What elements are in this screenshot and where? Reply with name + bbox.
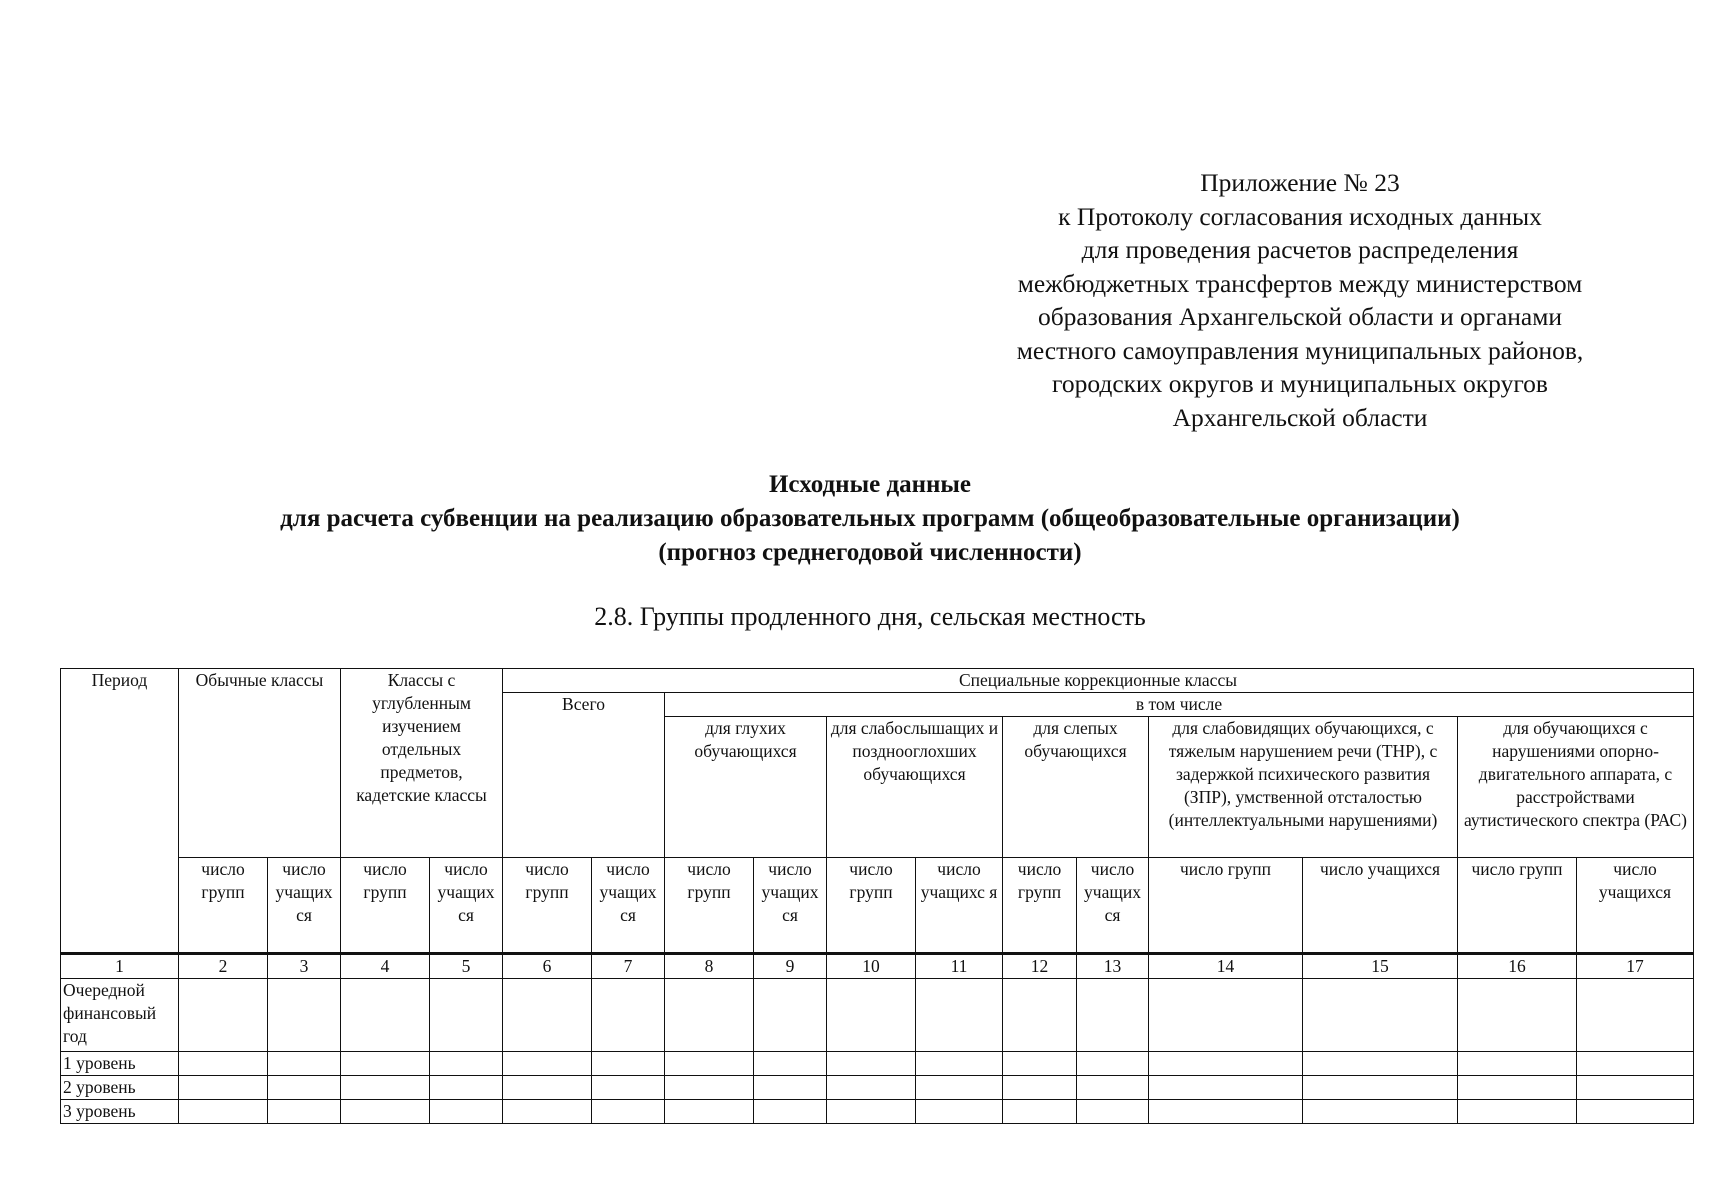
header-students: число учащихс я (916, 858, 1003, 954)
data-cell (430, 1076, 503, 1100)
data-cell (1149, 1052, 1303, 1076)
data-cell (179, 1100, 268, 1124)
header-students: число учащихся (1303, 858, 1458, 954)
header-students: число учащихся (1577, 858, 1694, 954)
data-cell (754, 1100, 827, 1124)
header-groups: число групп (179, 858, 268, 954)
column-number: 7 (592, 954, 665, 979)
data-cell (268, 1100, 341, 1124)
column-number: 11 (916, 954, 1003, 979)
data-cell (268, 1076, 341, 1100)
header-students: число учащих ся (592, 858, 665, 954)
data-cell (1458, 1052, 1577, 1076)
header-advanced-classes: Классы с углубленным изучением отдельных предметов, кадетские классы (341, 669, 503, 858)
appendix-line: образования Архангельской области и органами (1037, 302, 1563, 331)
data-cell (179, 1076, 268, 1100)
appendix-line: городских округов и муниципальных округов (1052, 369, 1548, 398)
data-cell (503, 1076, 592, 1100)
row-label: 2 уровень (61, 1076, 179, 1100)
appendix-line: межбюджетных трансфертов между министерством (1017, 268, 1583, 298)
data-cell (503, 1052, 592, 1076)
column-number: 13 (1077, 954, 1149, 979)
column-number: 6 (503, 954, 592, 979)
column-number: 3 (268, 954, 341, 979)
header-period: Период (61, 669, 179, 954)
row-label: 3 уровень (61, 1100, 179, 1124)
appendix-line: местного самоуправления муниципальных районов, (1016, 335, 1584, 365)
appendix-header (940, 166, 1660, 434)
data-cell (827, 1052, 916, 1076)
data-cell (916, 1100, 1003, 1124)
header-total: Всего (503, 693, 665, 858)
column-number: 15 (1303, 954, 1458, 979)
data-cell (1458, 1076, 1577, 1100)
data-cell (1577, 1100, 1694, 1124)
header-groups: число групп (1458, 858, 1577, 954)
data-cell (1077, 1100, 1149, 1124)
column-number: 17 (1577, 954, 1694, 979)
data-cell (665, 1100, 754, 1124)
header-blind: для слепых обучающихся (1003, 717, 1149, 858)
data-cell (179, 1052, 268, 1076)
data-cell (268, 979, 341, 1052)
data-cell (1577, 1052, 1694, 1076)
header-groups: число групп (665, 858, 754, 954)
title-line-3: (прогноз среднегодовой численности) (658, 539, 1082, 566)
data-cell (341, 1100, 430, 1124)
data-cell (754, 1076, 827, 1100)
data-cell (1303, 1052, 1458, 1076)
header-including: в том числе (665, 693, 1694, 717)
data-cell (1458, 1100, 1577, 1124)
data-cell (430, 1052, 503, 1076)
data-cell (430, 979, 503, 1052)
data-cell (916, 1052, 1003, 1076)
data-cell (827, 1100, 916, 1124)
data-table (60, 668, 1694, 1124)
section-heading: 2.8. Группы продленного дня, сельская местность (594, 602, 1146, 631)
data-cell (665, 1052, 754, 1076)
data-cell (827, 979, 916, 1052)
data-cell (1003, 979, 1077, 1052)
data-cell (1303, 1076, 1458, 1100)
data-cell (341, 1052, 430, 1076)
data-cell (1077, 1076, 1149, 1100)
data-cell (1003, 1076, 1077, 1100)
header-groups: число групп (341, 858, 430, 954)
appendix-line: к Протоколу согласования исходных данных (1058, 201, 1542, 231)
data-cell (268, 1052, 341, 1076)
column-number: 12 (1003, 954, 1077, 979)
header-low-vision: для слабовидящих обучающихся, с тяжелым нарушением речи (ТНР), с задержкой психического развития (ЗПР), умственной отсталостью (интеллектуальными нарушениями) (1149, 717, 1458, 858)
data-cell (1077, 979, 1149, 1052)
data-cell (592, 979, 665, 1052)
header-groups: число групп (1003, 858, 1077, 954)
data-cell (503, 979, 592, 1052)
column-number: 14 (1149, 954, 1303, 979)
column-number: 10 (827, 954, 916, 979)
column-number: 4 (341, 954, 430, 979)
data-cell (1003, 1052, 1077, 1076)
column-number: 9 (754, 954, 827, 979)
header-deaf: для глухих обучающихся (665, 717, 827, 858)
data-cell (1303, 1100, 1458, 1124)
data-cell (916, 979, 1003, 1052)
data-cell (1003, 1100, 1077, 1124)
data-cell (503, 1100, 592, 1124)
data-cell (1577, 1076, 1694, 1100)
header-special-classes: Специальные коррекционные классы (503, 669, 1694, 693)
header-hard-of-hearing: для слабослышащих и позднооглохших обучающихся (827, 717, 1003, 858)
header-students: число учащих ся (1077, 858, 1149, 954)
column-number: 2 (179, 954, 268, 979)
data-cell (1303, 979, 1458, 1052)
data-cell (665, 979, 754, 1052)
column-number: 1 (61, 954, 179, 979)
header-groups: число групп (827, 858, 916, 954)
row-label: 1 уровень (61, 1052, 179, 1076)
column-number: 16 (1458, 954, 1577, 979)
header-students: число учащих ся (754, 858, 827, 954)
appendix-line: Архангельской области (1172, 402, 1428, 432)
data-cell (1149, 979, 1303, 1052)
data-cell (1458, 979, 1577, 1052)
data-cell (827, 1076, 916, 1100)
data-cell (1577, 979, 1694, 1052)
data-cell (341, 979, 430, 1052)
data-cell (341, 1076, 430, 1100)
data-cell (665, 1076, 754, 1100)
title-line-1: Исходные данные (768, 471, 972, 498)
title-line-2: для расчета субвенции на реализацию образовательных программ (общеобразовательные организации) (280, 505, 1460, 532)
appendix-line: для проведения расчетов распределения (1081, 235, 1519, 264)
header-regular-classes: Обычные классы (179, 669, 341, 858)
data-cell (592, 1076, 665, 1100)
header-musculoskeletal: для обучающихся с нарушениями опорно-двигательного аппарата, с расстройствами аутистического спектра (РАС) (1458, 717, 1694, 858)
column-number: 8 (665, 954, 754, 979)
column-number: 5 (430, 954, 503, 979)
data-cell (592, 1052, 665, 1076)
row-label: Очередной финансовый год (61, 979, 179, 1052)
data-cell (754, 1052, 827, 1076)
header-students: число учащих ся (268, 858, 341, 954)
data-cell (179, 979, 268, 1052)
appendix-line: Приложение № 23 (1200, 168, 1400, 197)
data-cell (1149, 1100, 1303, 1124)
data-cell (1149, 1076, 1303, 1100)
data-cell (1077, 1052, 1149, 1076)
header-groups: число групп (503, 858, 592, 954)
header-groups: число групп (1149, 858, 1303, 954)
document-title (0, 468, 1712, 570)
data-cell (592, 1100, 665, 1124)
header-students: число учащих ся (430, 858, 503, 954)
data-cell (430, 1100, 503, 1124)
data-cell (916, 1076, 1003, 1100)
data-cell (754, 979, 827, 1052)
